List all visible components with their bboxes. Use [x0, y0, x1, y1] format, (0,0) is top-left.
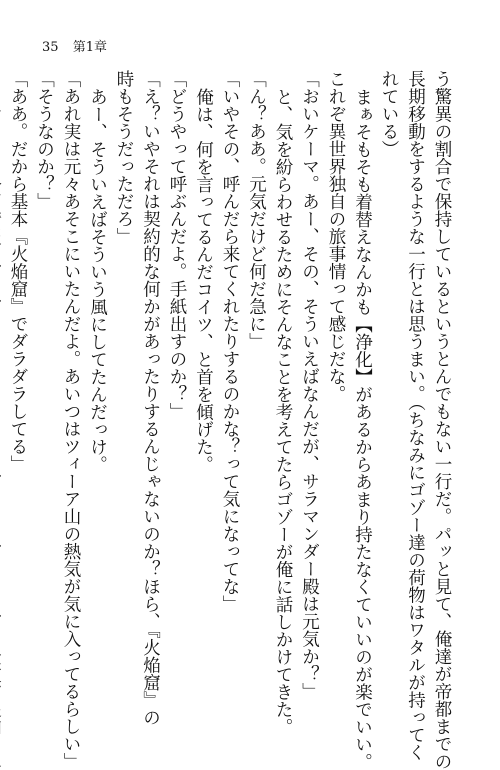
text-line: 「どうやって呼ぶんだよ。手紙出すのか？」 — [167, 70, 187, 420]
text-line: れている） — [379, 70, 399, 158]
text-line: 長期移動をするような一行とは思うまい。（ちなみにゴゾー達の荷物はワタルが持ってく — [405, 70, 426, 762]
text-line: これぞ異世界独自の旅事情って感じだな。 — [326, 70, 346, 403]
text-line: 「ん？ああ。元気だけど何だ急に」 — [246, 70, 267, 350]
text-line: と、気を紛らわせるためにそんなことを考えてたらゴゾーが俺に話しかけてきた。 — [273, 87, 293, 735]
text-line: 「ああ。だから基本『火焔窟』でダラダラしてる」 — [8, 70, 28, 473]
text-line: 「そうなのか？」 — [34, 70, 55, 210]
text-line: まぁそもそも着替えなんかも【浄化】があるからあまり持たなくていいのが楽でいい。 — [352, 87, 373, 770]
novel-text — [8, 70, 455, 770]
text-line: 「え？いやそれは契約的な何かがあったりするんじゃないのか？ほら、『火焔窟』の — [140, 70, 161, 727]
text-line: あー、そういえばそういう風にしてたんだっけ。 — [87, 87, 108, 473]
text-line: う驚異の割合で保持しているというとんでもない一行だ。パッと見て、俺達が帝都までの — [432, 70, 452, 770]
text-line: 「おいケーマ。あー、その、そういえばなんだが、サラマンダー殿は元気か？」 — [299, 70, 320, 700]
text-line — [0, 70, 5, 670]
text-line: 俺は、何を言ってるんだコイツ、と首を傾げた。 — [193, 87, 214, 473]
text-line: 「いやその、呼んだら来てくれたりするのかな？って気になってな」 — [220, 70, 240, 613]
page-header — [42, 40, 107, 56]
text-line: 時もそうだっただろ」 — [114, 70, 134, 245]
page-number: 35 — [42, 40, 59, 55]
chapter-title: 第1章 — [72, 40, 107, 55]
text-line: 「あれ実は元々あそこにいたんだよ。あいつはツィーア山の熱気が気に入ってるらしい」 — [61, 70, 81, 770]
